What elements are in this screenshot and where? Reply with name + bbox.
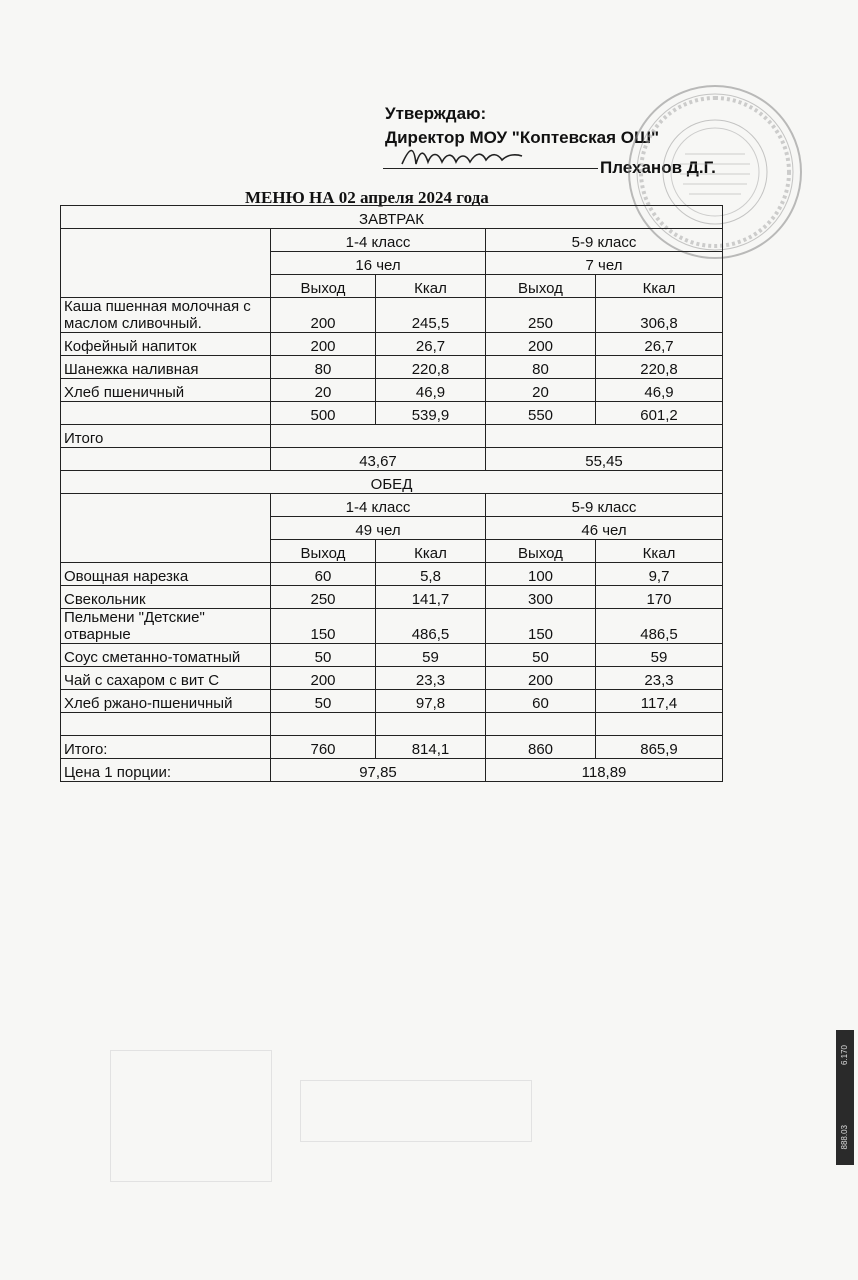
table-row xyxy=(61,609,723,644)
kcal-1-4: 59 xyxy=(376,644,486,667)
col-kcal: Ккал xyxy=(376,540,486,563)
sum-kcal-5-9: 601,2 xyxy=(596,402,723,425)
count-5-9: 7 чел xyxy=(486,252,723,275)
kcal-1-4: 97,8 xyxy=(376,690,486,713)
kcal-5-9: 46,9 xyxy=(596,379,723,402)
kcal-5-9: 220,8 xyxy=(596,356,723,379)
table-row xyxy=(61,379,723,402)
output-1-4: 250 xyxy=(271,586,376,609)
breakfast-group-row xyxy=(61,229,723,252)
output-1-4: 200 xyxy=(271,298,376,333)
lunch-section-row xyxy=(61,471,723,494)
output-5-9: 100 xyxy=(486,563,596,586)
breakfast-sum-row xyxy=(61,402,723,425)
kcal-1-4: 220,8 xyxy=(376,356,486,379)
kcal-5-9: 170 xyxy=(596,586,723,609)
empty-cell xyxy=(376,713,486,736)
output-1-4: 60 xyxy=(271,563,376,586)
kcal-1-4: 245,5 xyxy=(376,298,486,333)
empty-cell xyxy=(596,713,723,736)
output-5-9: 80 xyxy=(486,356,596,379)
bleed-through-box xyxy=(110,1050,272,1182)
kcal-5-9: 26,7 xyxy=(596,333,723,356)
lunch-price-row xyxy=(61,759,723,782)
menu-table xyxy=(60,205,723,782)
kcal-1-4: 23,3 xyxy=(376,667,486,690)
sum-kcal-1-4: 539,9 xyxy=(376,402,486,425)
dish-name: Кофейный напиток xyxy=(61,333,271,356)
empty-cell xyxy=(486,425,723,448)
empty-cell xyxy=(61,713,271,736)
kcal-5-9: 306,8 xyxy=(596,298,723,333)
total-kcal-5-9: 865,9 xyxy=(596,736,723,759)
empty-cell xyxy=(61,229,271,298)
output-5-9: 20 xyxy=(486,379,596,402)
table-row xyxy=(61,586,723,609)
col-output: Выход xyxy=(271,275,376,298)
total-kcal-1-4: 814,1 xyxy=(376,736,486,759)
kcal-1-4: 486,5 xyxy=(376,609,486,644)
total-label: Итого: xyxy=(61,736,271,759)
dish-name: Хлеб ржано-пшеничный xyxy=(61,690,271,713)
lunch-group-row xyxy=(61,494,723,517)
price-1-4: 43,67 xyxy=(271,448,486,471)
kcal-5-9: 9,7 xyxy=(596,563,723,586)
output-1-4: 150 xyxy=(271,609,376,644)
price-label: Цена 1 порции: xyxy=(61,759,271,782)
menu-title: МЕНЮ НА 02 апреля 2024 года xyxy=(245,188,489,207)
empty-cell xyxy=(61,402,271,425)
kcal-5-9: 59 xyxy=(596,644,723,667)
group-1-4: 1-4 класс xyxy=(271,229,486,252)
col-output: Выход xyxy=(271,540,376,563)
col-output: Выход xyxy=(486,540,596,563)
group-5-9: 5-9 класс xyxy=(486,229,723,252)
output-1-4: 200 xyxy=(271,333,376,356)
dish-name: Чай с сахаром с вит С xyxy=(61,667,271,690)
strip-label-top: 6.170 xyxy=(840,1045,849,1066)
price-5-9: 55,45 xyxy=(486,448,723,471)
kcal-5-9: 117,4 xyxy=(596,690,723,713)
output-1-4: 20 xyxy=(271,379,376,402)
dish-name: Свекольник xyxy=(61,586,271,609)
kcal-1-4: 46,9 xyxy=(376,379,486,402)
count-1-4: 16 чел xyxy=(271,252,486,275)
output-5-9: 50 xyxy=(486,644,596,667)
total-label: Итого xyxy=(61,425,271,448)
dish-name: Овощная нарезка xyxy=(61,563,271,586)
count-5-9: 46 чел xyxy=(486,517,723,540)
signature-line xyxy=(383,168,598,169)
kcal-1-4: 141,7 xyxy=(376,586,486,609)
output-1-4: 80 xyxy=(271,356,376,379)
col-output: Выход xyxy=(486,275,596,298)
strip-label-bottom: 888.03 xyxy=(840,1125,849,1150)
table-row xyxy=(61,690,723,713)
table-row xyxy=(61,333,723,356)
kcal-5-9: 23,3 xyxy=(596,667,723,690)
total-output-5-9: 860 xyxy=(486,736,596,759)
group-1-4: 1-4 класс xyxy=(271,494,486,517)
sum-output-5-9: 550 xyxy=(486,402,596,425)
empty-cell xyxy=(486,713,596,736)
table-row xyxy=(61,298,723,333)
director-signature xyxy=(398,140,528,170)
total-output-1-4: 760 xyxy=(271,736,376,759)
dish-name: Соус сметанно-томатный xyxy=(61,644,271,667)
output-5-9: 60 xyxy=(486,690,596,713)
count-1-4: 49 чел xyxy=(271,517,486,540)
breakfast-heading: ЗАВТРАК xyxy=(61,206,723,229)
col-kcal: Ккал xyxy=(596,275,723,298)
director-name: Плеханов Д.Г. xyxy=(600,158,716,177)
approval-heading: Утверждаю: xyxy=(385,104,487,123)
table-row xyxy=(61,563,723,586)
empty-cell xyxy=(271,425,486,448)
price-5-9: 118,89 xyxy=(486,759,723,782)
dish-name: Пельмени "Детские" отварные xyxy=(61,609,271,644)
output-1-4: 200 xyxy=(271,667,376,690)
breakfast-price-row xyxy=(61,448,723,471)
empty-cell xyxy=(61,494,271,563)
bleed-through-box xyxy=(300,1080,532,1142)
kcal-5-9: 486,5 xyxy=(596,609,723,644)
dish-name: Хлеб пшеничный xyxy=(61,379,271,402)
dish-name: Каша пшенная молочная с маслом сливочный. xyxy=(61,298,271,333)
output-5-9: 200 xyxy=(486,667,596,690)
sum-output-1-4: 500 xyxy=(271,402,376,425)
table-row xyxy=(61,644,723,667)
table-row xyxy=(61,667,723,690)
dish-name: Шанежка наливная xyxy=(61,356,271,379)
empty-row xyxy=(61,713,723,736)
output-5-9: 200 xyxy=(486,333,596,356)
output-5-9: 150 xyxy=(486,609,596,644)
output-5-9: 250 xyxy=(486,298,596,333)
output-1-4: 50 xyxy=(271,690,376,713)
kcal-1-4: 5,8 xyxy=(376,563,486,586)
approval-block xyxy=(385,102,660,147)
group-5-9: 5-9 класс xyxy=(486,494,723,517)
price-1-4: 97,85 xyxy=(271,759,486,782)
lunch-total-row xyxy=(61,736,723,759)
kcal-1-4: 26,7 xyxy=(376,333,486,356)
output-1-4: 50 xyxy=(271,644,376,667)
breakfast-total-row xyxy=(61,425,723,448)
col-kcal: Ккал xyxy=(596,540,723,563)
output-5-9: 300 xyxy=(486,586,596,609)
empty-cell xyxy=(61,448,271,471)
empty-cell xyxy=(271,713,376,736)
breakfast-section-row xyxy=(61,206,723,229)
approval-position: Директор МОУ "Коптевская ОШ" xyxy=(385,128,660,147)
table-row xyxy=(61,356,723,379)
col-kcal: Ккал xyxy=(376,275,486,298)
lunch-heading: ОБЕД xyxy=(61,471,723,494)
